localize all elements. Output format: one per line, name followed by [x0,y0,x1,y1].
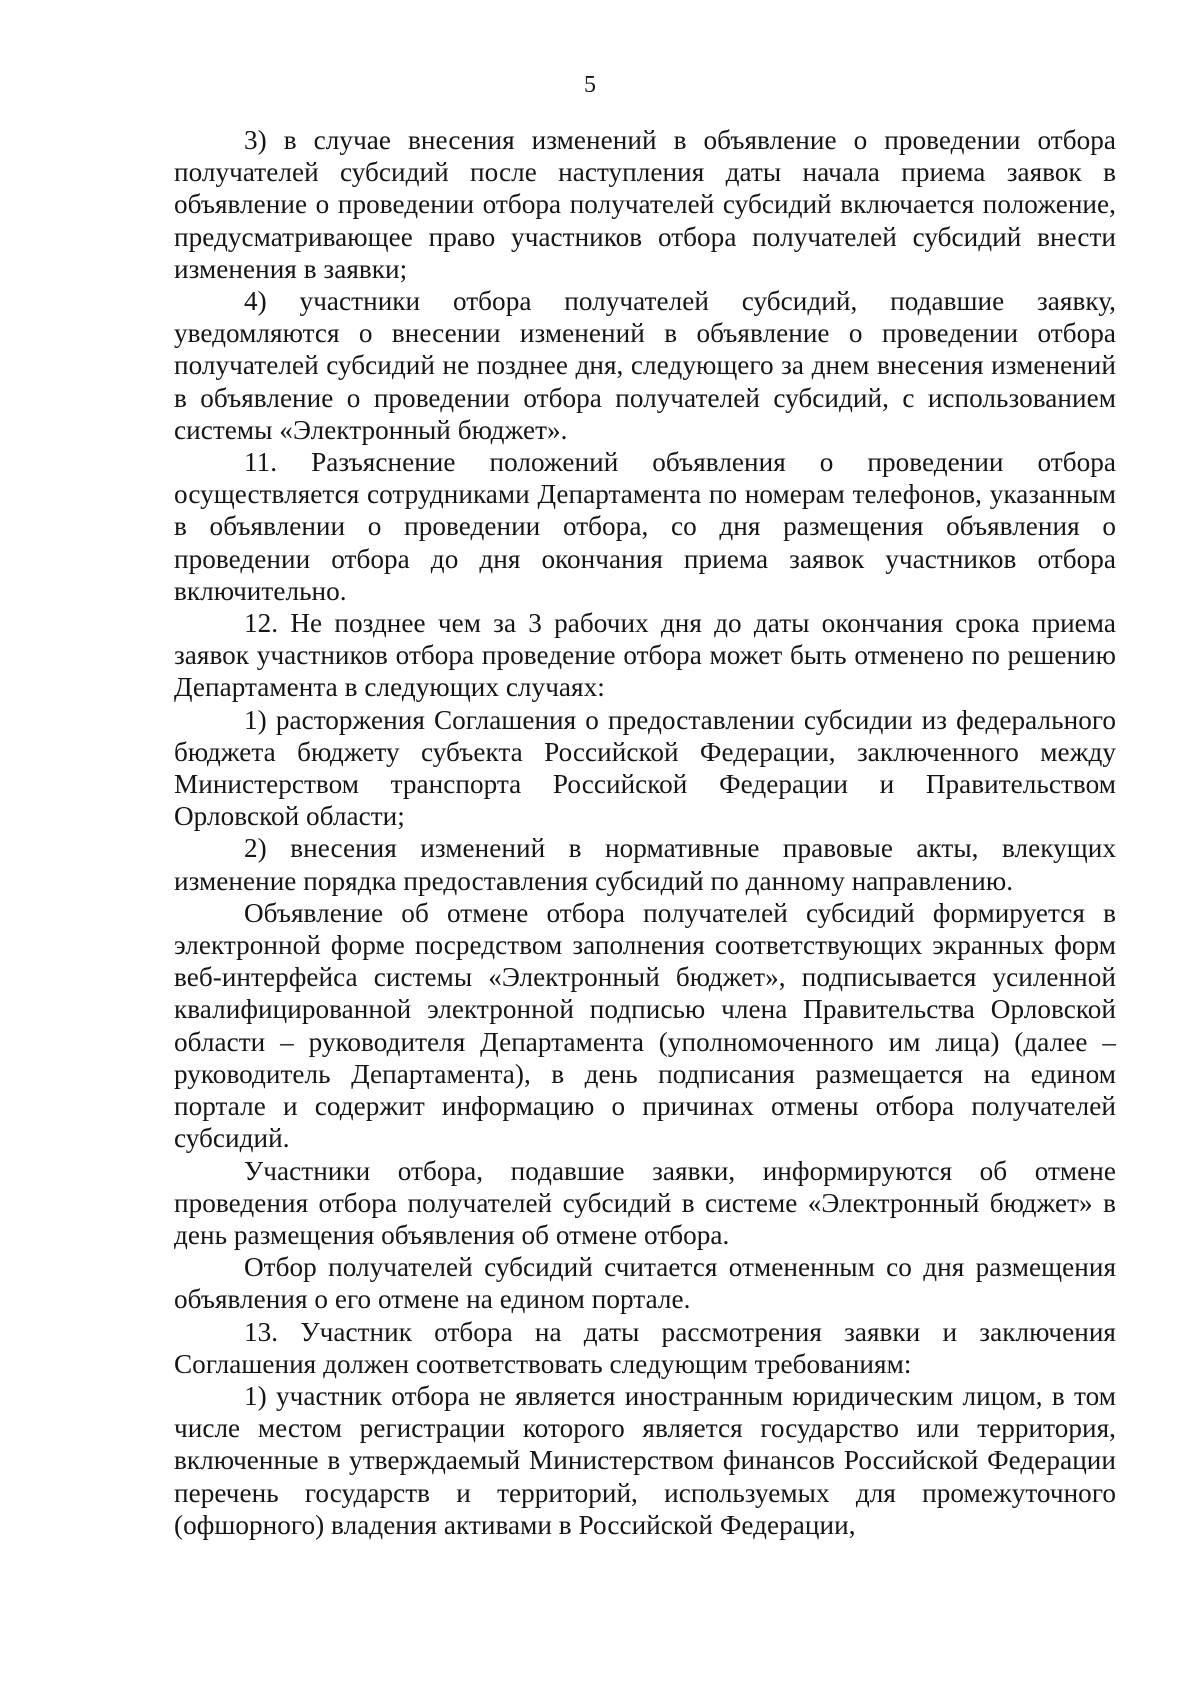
paragraph-case-1: 1) расторжения Соглашения о предоставлении субсидии из федерального бюджета бюджету субъекта Российской Федерации, заключенного между Министерством транспорта Российской Федерации и Правительством Орловской области; [174,704,1116,832]
page-number: 5 [584,72,596,98]
paragraph-cancellation-announcement: Объявление об отмене отбора получателей субсидий формируется в электронной форме посредством заполнения соответствующих экранных форм веб-интерфейса системы «Электронный бюджет», подписывается усиленной квалифицированной электронной подписью члена Правительства Орловской области – руководителя Департамента (уполномоченного им лица) (далее – руководитель Департамента), в день подписания размещается на едином портале и содержит информацию о причинах отмены отбора получателей субсидий. [174,897,1116,1154]
paragraph-item-4: 4) участники отбора получателей субсидий, подавшие заявку, уведомляются о внесении изменений в объявление о проведении отбора получателей субсидий не позднее дня, следующего за днем внесения изменений в объявление о проведении отбора получателей субсидий, с использованием системы «Электронный бюджет». [174,286,1116,445]
paragraph-item-3: 3) в случае внесения изменений в объявление о проведении отбора получателей субсидий после наступления даты начала приема заявок в объявление о проведении отбора получателей субсидий включается положение, предусматривающее право участников отбора получателей субсидий внести изменения в заявки; [174,125,1116,284]
paragraph-participants-informed: Участники отбора, подавшие заявки, информируются об отмене проведения отбора получателей субсидий в системе «Электронный бюджет» в день размещения объявления об отмене отбора. [174,1155,1116,1250]
paragraph-clause-12: 12. Не позднее чем за 3 рабочих дня до даты окончания срока приема заявок участников отбора проведение отбора может быть отменено по решению Департамента в следующих случаях: [174,608,1116,703]
document-body [174,124,1116,1541]
paragraph-selection-cancelled: Отбор получателей субсидий считается отмененным со дня размещения объявления о его отмене на едином портале. [174,1252,1116,1315]
paragraph-requirement-1: 1) участник отбора не является иностранным юридическим лицом, в том числе местом регистрации которого является государство или территория, включенные в утверждаемый Министерством финансов Российской Федерации перечень государств и территорий, используемых для промежуточного (офшорного) владения активами в Российской Федерации, [174,1380,1116,1540]
paragraph-case-2: 2) внесения изменений в нормативные правовые акты, влекущих изменение порядка предоставления субсидий по данному направлению. [174,833,1116,896]
paragraph-clause-11: 11. Разъяснение положений объявления о проведении отбора осуществляется сотрудниками Департамента по номерам телефонов, указанным в объявлении о проведении отбора, со дня размещения объявления о проведении отбора до дня окончания приема заявок участников отбора включительно. [174,447,1116,606]
paragraph-clause-13: 13. Участник отбора на даты рассмотрения заявки и заключения Соглашения должен соответствовать следующим требованиям: [174,1316,1116,1379]
